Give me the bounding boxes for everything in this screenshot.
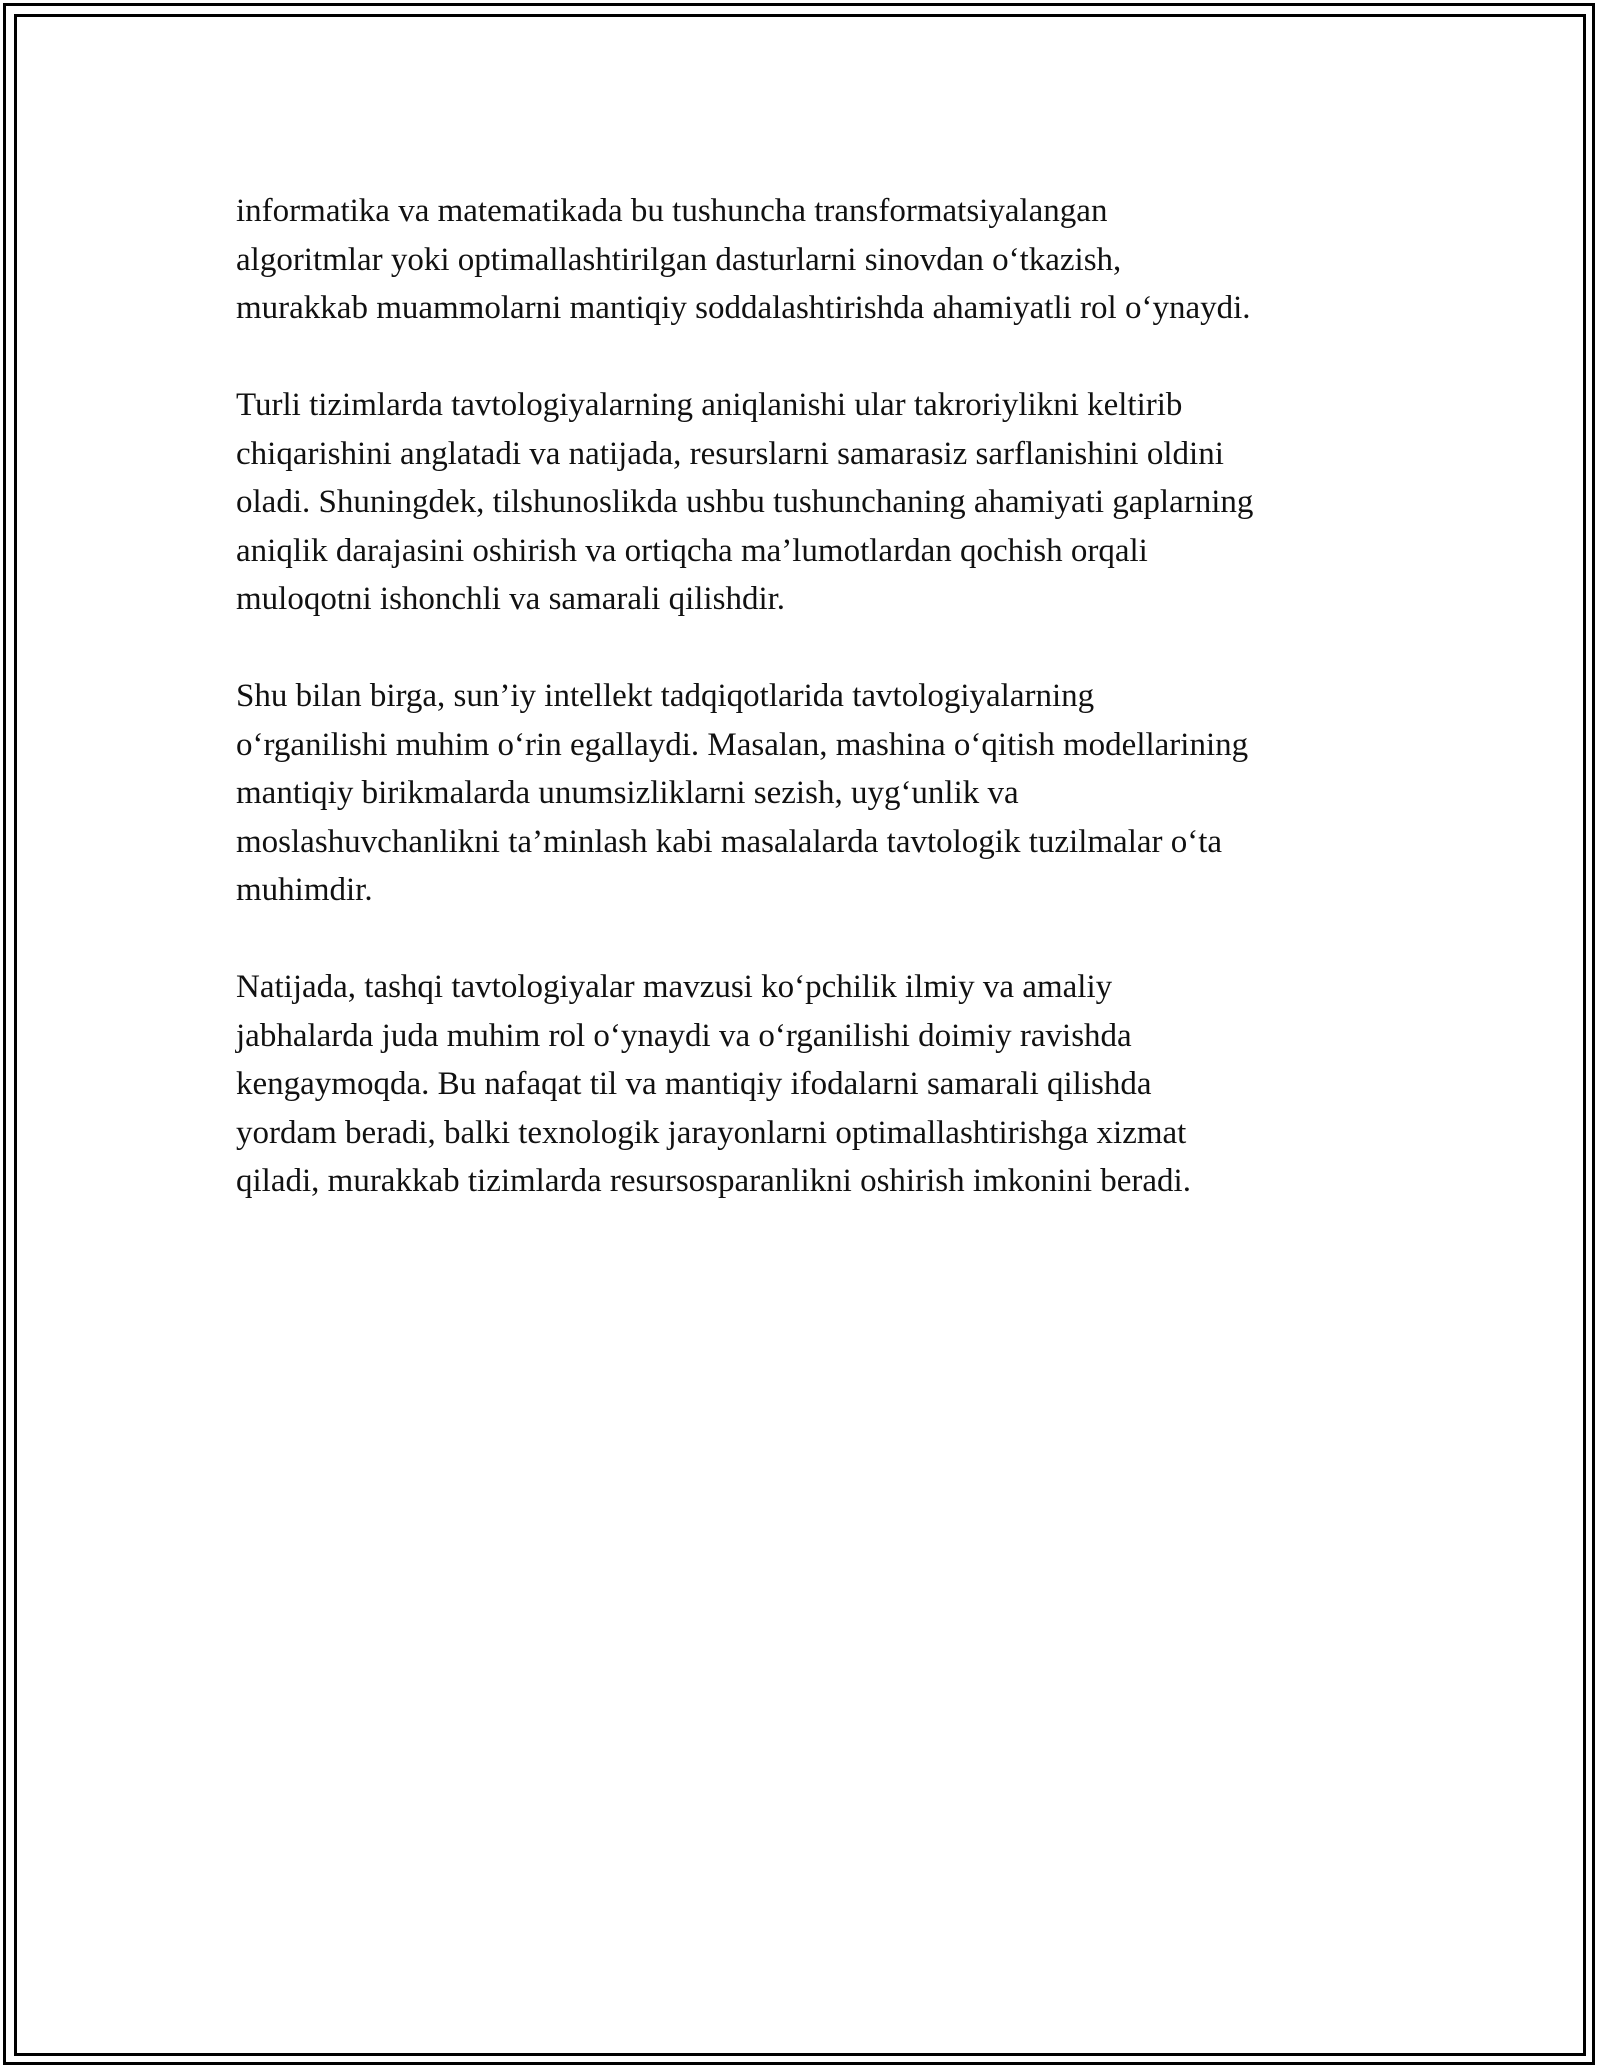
paragraph-line: algoritmlar yoki optimallashtirilgan dasturlarni sinovdan o‘tkazish, xyxy=(236,241,1122,278)
paragraph-spacer xyxy=(236,333,1396,382)
document-body xyxy=(236,187,1396,1206)
paragraph-line: yordam beradi, balki texnologik jarayonlarni optimallashtirishga xizmat xyxy=(236,1114,1187,1151)
paragraph-line: chiqarishini anglatadi va natijada, resurslarni samarasiz sarflanishini oldini xyxy=(236,435,1224,472)
paragraph-line: o‘rganilishi muhim o‘rin egallaydi. Masalan, mashina o‘qitish modellarining xyxy=(236,726,1249,763)
paragraph-line: muloqotni ishonchli va samarali qilishdir. xyxy=(236,581,786,617)
paragraph-line: Shu bilan birga, sun’iy intellekt tadqiqotlarida tavtologiyalarning xyxy=(236,678,1095,714)
paragraph-line: aniqlik darajasini oshirish va ortiqcha ma’lumotlardan qochish orqali xyxy=(236,532,1148,569)
paragraph-line: moslashuvchanlikni ta’minlash kabi masalalarda tavtologik tuzilmalar o‘ta xyxy=(236,823,1223,860)
paragraph-line: mantiqiy birikmalarda unumsizliklarni sezish, uyg‘unlik va xyxy=(236,775,1019,811)
paragraph-spacer xyxy=(236,915,1396,964)
paragraph-3 xyxy=(236,672,1396,915)
paragraph-line: qiladi, murakkab tizimlarda resursosparanlikni oshirish imkonini beradi. xyxy=(236,1163,1191,1199)
paragraph-line: muhimdir. xyxy=(236,872,373,908)
paragraph-line: informatika va matematikada bu tushuncha transformatsiyalangan xyxy=(236,193,1108,229)
paragraph-line: oladi. Shuningdek, tilshunoslikda ushbu tushunchaning ahamiyati gaplarning xyxy=(236,484,1254,520)
paragraph-spacer xyxy=(236,624,1396,673)
paragraph-line: Natijada, tashqi tavtologiyalar mavzusi ko‘pchilik ilmiy va amaliy xyxy=(236,969,1113,1005)
paragraph-line: kengaymoqda. Bu nafaqat til va mantiqiy ifodalarni samarali qilishda xyxy=(236,1066,1152,1102)
paragraph-2 xyxy=(236,381,1396,624)
paragraph-line: jabhalarda juda muhim rol o‘ynaydi va o‘rganilishi doimiy ravishda xyxy=(236,1017,1132,1054)
paragraph-line: Turli tizimlarda tavtologiyalarning aniqlanishi ular takroriylikni keltirib xyxy=(236,387,1183,423)
paragraph-1 xyxy=(236,187,1396,333)
paragraph-4 xyxy=(236,963,1396,1206)
paragraph-line: murakkab muammolarni mantiqiy soddalashtirishda ahamiyatli rol o‘ynaydi. xyxy=(236,290,1251,326)
